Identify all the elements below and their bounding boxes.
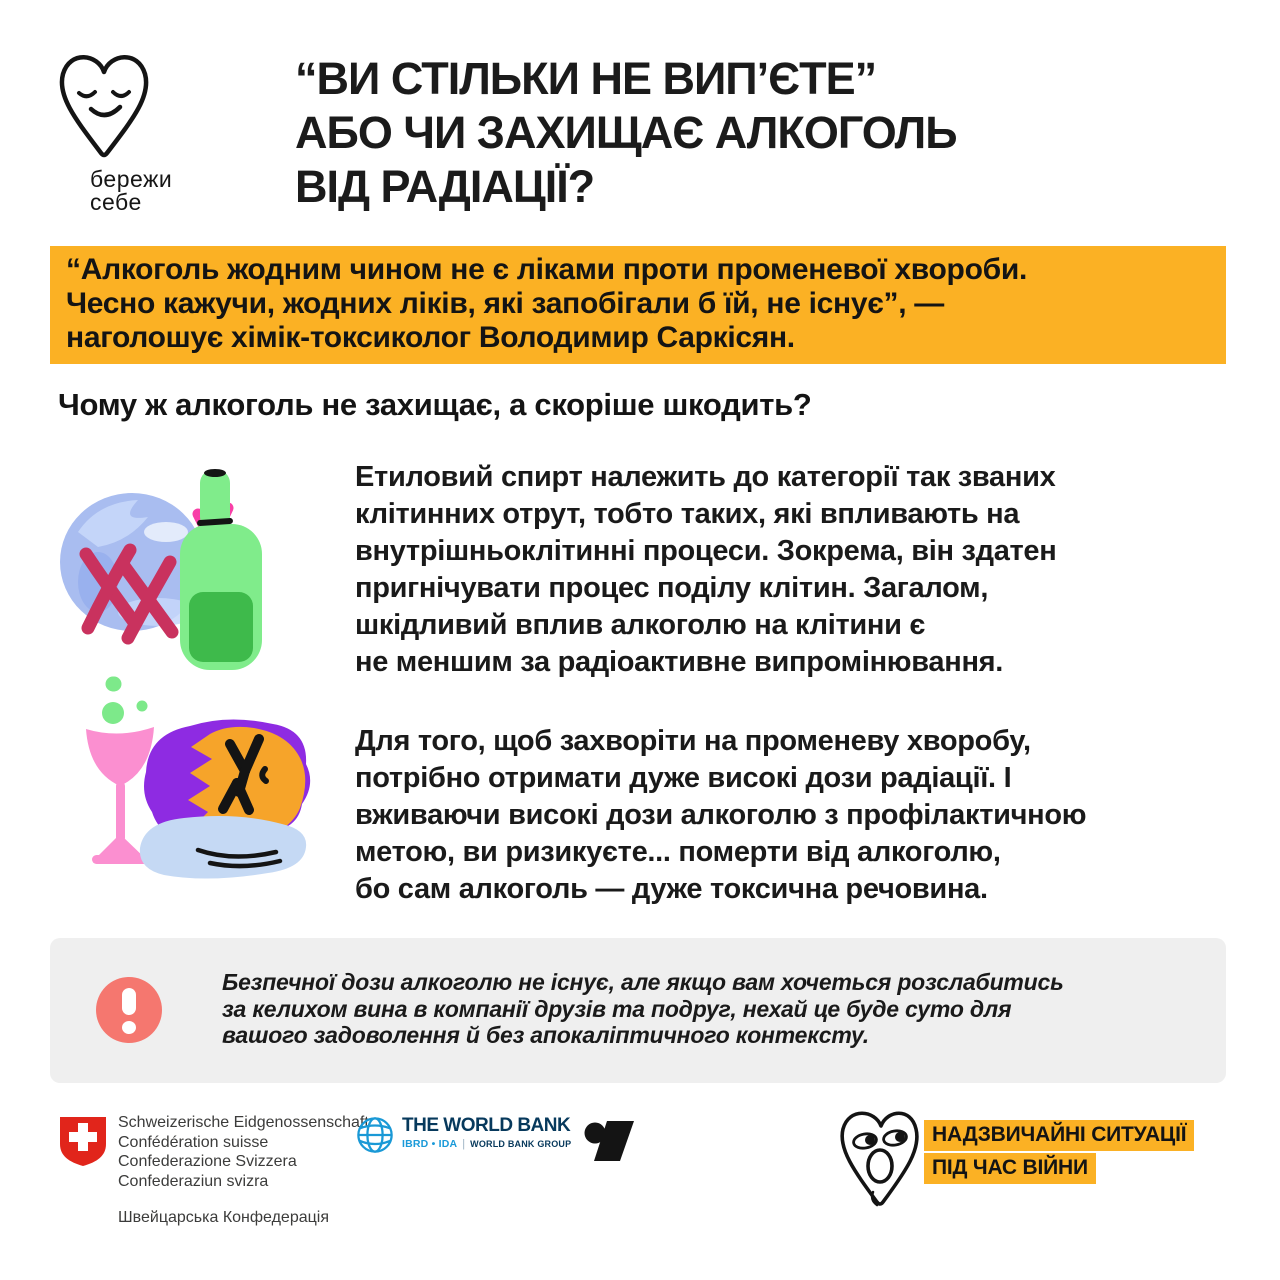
worldbank-text	[402, 1116, 571, 1150]
campaign-line2: ПІД ЧАС ВІЙНИ	[924, 1153, 1096, 1184]
p2-line2: потрібно отримати дуже високі дози радіації. І	[355, 762, 1012, 794]
quote-line2: Чесно кажучи, жодних ліків, які запобігали б їй, не існує”, —	[66, 287, 944, 320]
brand-name-line1: бережи	[90, 166, 173, 192]
worldbank-globe-icon	[356, 1116, 394, 1159]
p2-line1: Для того, щоб захворіти на променеву хворобу,	[355, 725, 1031, 757]
campaign-title	[924, 1120, 1194, 1186]
quote-block	[50, 246, 1226, 364]
paragraph-radiation-dose	[355, 723, 1086, 908]
page-title	[295, 52, 957, 214]
brand-name	[90, 168, 172, 214]
swiss-confederation-translation: Швейцарська Конфедерація	[118, 1209, 329, 1226]
note-line2: за келихом вина в компанії друзів та подруг, нехай це буде суто для	[222, 995, 1012, 1022]
p1-line5: шкідливий вплив алкоголю на клітини є	[355, 609, 926, 641]
quote-line3: наголошує хімік-токсиколог Володимир Саркісян.	[66, 321, 795, 354]
wine-sleep-illustration	[58, 672, 343, 917]
alert-exclamation-bar	[122, 988, 136, 1015]
brand-name-line2: себе	[90, 189, 142, 215]
swiss-line4: Confederaziun svizra	[118, 1172, 269, 1190]
campaign-line1: НАДЗВИЧАЙНІ СИТУАЦІЇ	[924, 1120, 1194, 1151]
swiss-line2: Confédération suisse	[118, 1133, 269, 1151]
swiss-shield-icon	[57, 1115, 109, 1172]
p1-line3: внутрішньоклітинні процеси. Зокрема, він здатен	[355, 535, 1057, 567]
p1-line2: клітинних отрут, тобто таких, які впливають на	[355, 498, 1020, 530]
alert-icon	[96, 977, 162, 1043]
swiss-line3: Confederazione Svizzera	[118, 1153, 297, 1170]
p1-line1: Етиловий спирт належить до категорії так званих	[355, 461, 1056, 493]
title-line1: “ВИ СТІЛЬКИ НЕ ВИП’ЄТЕ”	[295, 53, 877, 104]
calm-heart-icon	[54, 46, 154, 171]
surprised-heart-icon	[836, 1104, 926, 1219]
question-heading: Чому ж алкоголь не захищає, а скоріше шкодить?	[58, 387, 812, 422]
p2-line3: вживаючи високі дози алкоголю з профілактичною	[355, 799, 1087, 831]
note-line1: Безпечної дози алкоголю не існує, але якщо вам хочеться розслабитись	[222, 969, 1064, 995]
quote-line1: “Алкоголь жодним чином не є ліками проти променевої хвороби.	[66, 253, 1028, 286]
note-line3: вашого задоволення й без апокаліптичного контексту.	[222, 1022, 869, 1048]
dot-slash-logo-icon	[584, 1116, 640, 1173]
swiss-confederation-names	[118, 1113, 369, 1191]
worldbank-logo	[356, 1116, 571, 1159]
bubbles-icon	[102, 677, 148, 725]
alert-exclamation-dot	[122, 1021, 136, 1034]
worldbank-group: WORLD BANK GROUP	[470, 1139, 572, 1149]
worldbank-divider: |	[462, 1138, 466, 1150]
title-line2: АБО ЧИ ЗАХИЩАЄ АЛКОГОЛЬ	[295, 107, 957, 158]
cell-bottle-illustration	[58, 462, 343, 697]
disclaimer-text	[222, 969, 1064, 1049]
p2-line4: метою, ви ризикуєте... померти від алкоголю,	[355, 836, 1001, 868]
bottle-icon	[180, 469, 262, 670]
worldbank-ibrd-ida: IBRD • IDA	[402, 1138, 458, 1150]
sleeping-head-icon	[140, 719, 310, 878]
p1-line6: не меншим за радіоактивне випромінювання.	[355, 646, 1004, 678]
paragraph-cell-poison	[355, 459, 1056, 681]
swiss-line1: Schweizerische Eidgenossenschaft	[118, 1114, 369, 1131]
worldbank-title: THE WORLD BANK	[402, 1115, 571, 1136]
p2-line5: бо сам алкоголь — дуже токсична речовина.	[355, 873, 988, 905]
title-line3: ВІД РАДІАЦІЇ?	[295, 161, 595, 212]
p1-line4: пригнічувати процес поділу клітин. Загалом,	[355, 572, 989, 604]
